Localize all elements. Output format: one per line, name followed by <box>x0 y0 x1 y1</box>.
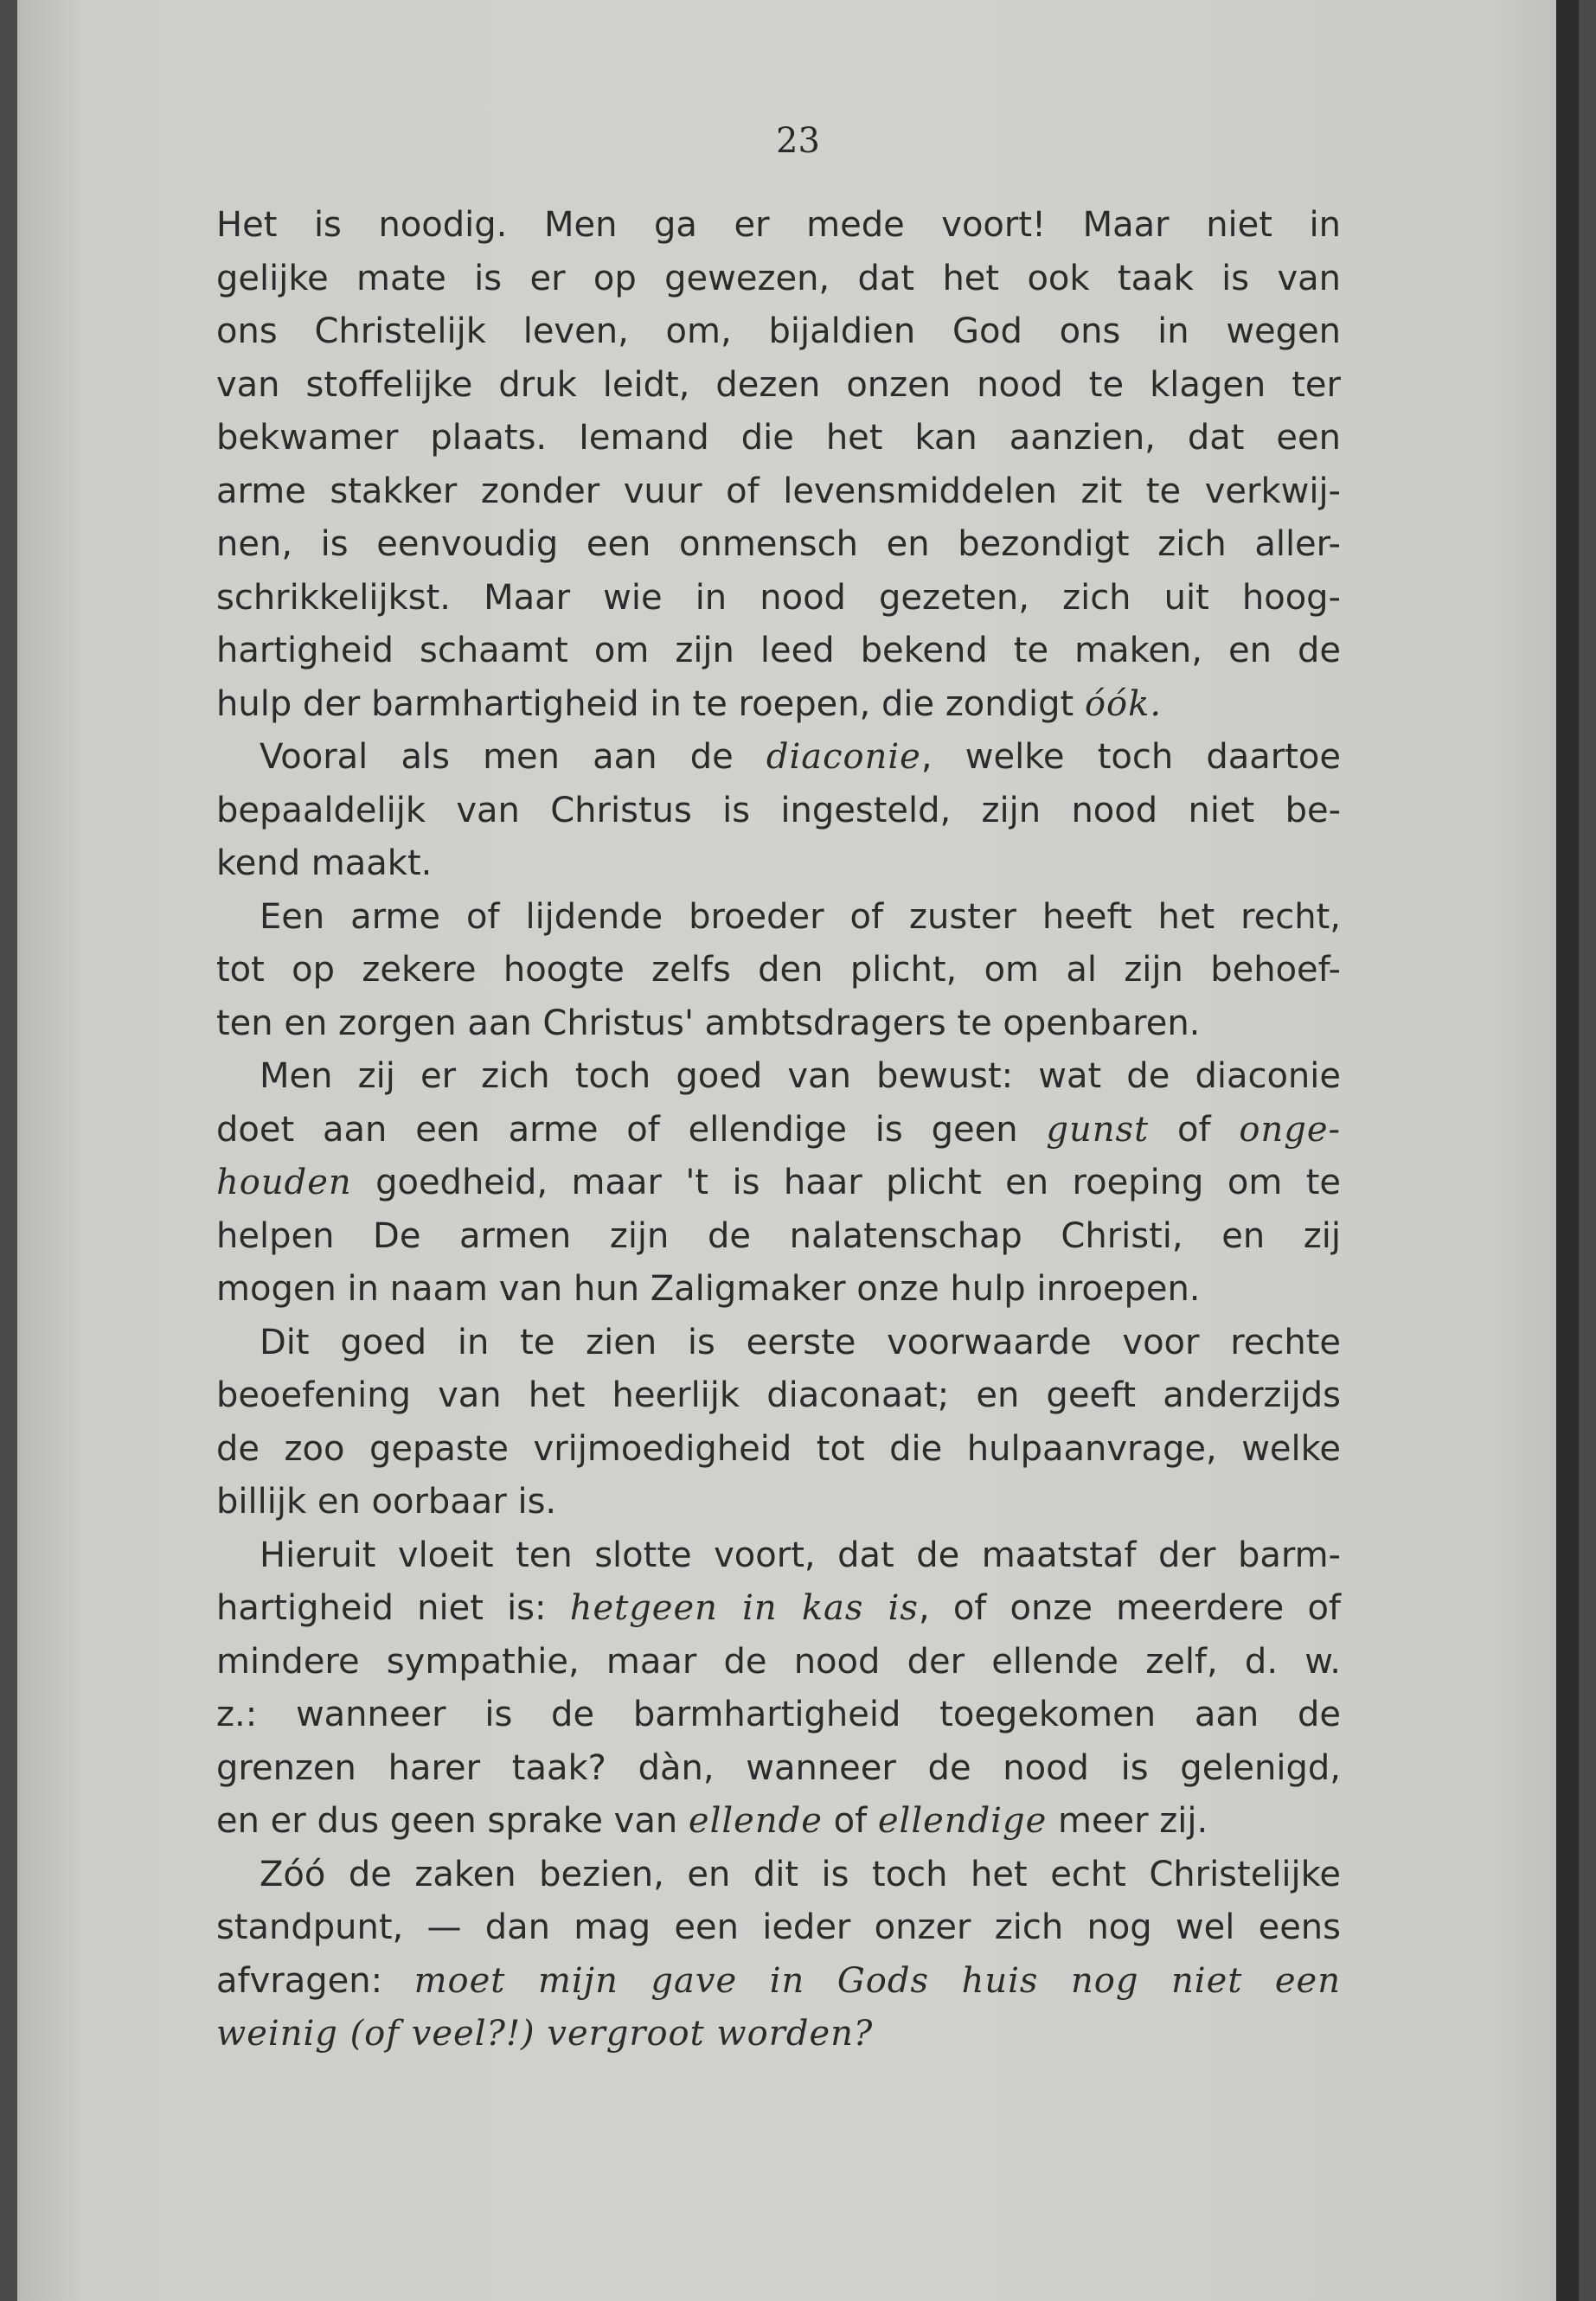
page-number: 23 <box>776 121 820 161</box>
text-span: mogen in naam van hun Zaligmaker onze hulp inroepen. <box>216 1269 1201 1309</box>
text-span: Zóó de zaken bezien, en dit is toch het echt Christelijke <box>260 1854 1341 1894</box>
text-line <box>216 1050 1341 1104</box>
text-span: of <box>822 1801 878 1841</box>
text-span: standpunt, — dan mag een ieder onzer zich nog wel eens <box>216 1907 1341 1947</box>
text-span: Een arme of lijdende broeder of zuster heeft het recht, <box>260 896 1341 937</box>
text-span: kend maakt. <box>216 843 433 883</box>
text-span: Vooral als men aan de <box>260 737 766 777</box>
text-span: meer zij. <box>1047 1801 1208 1841</box>
italic-text: ellendige <box>877 1801 1048 1841</box>
italic-text: diaconie <box>766 737 921 777</box>
text-span: ons Christelijk leven, om, bijaldien God ons in wegen <box>216 311 1341 351</box>
text-span: gelijke mate is er op gewezen, dat het ook taak is van <box>216 258 1341 298</box>
text-span: Het is noodig. Men ga er mede voort! Maar niet in <box>216 205 1341 245</box>
page-edge-shadow <box>1556 0 1579 2301</box>
text-line <box>216 1476 1341 1529</box>
text-span: z.: wanneer is de barmhartigheid toegekomen aan de <box>216 1695 1341 1734</box>
text-span: doet aan een arme of ellendige is geen <box>216 1109 1047 1150</box>
text-line <box>216 572 1341 625</box>
italic-text: hetgeen in kas is <box>569 1588 919 1628</box>
text-span: grenzen harer taak? dàn, wanneer de nood is gelenigd, <box>216 1747 1341 1788</box>
text-line <box>216 1901 1341 1955</box>
text-line <box>216 944 1341 997</box>
text-span: hartigheid niet is: <box>216 1588 570 1628</box>
text-span: van stoffelijke druk leidt, dezen onzen nood te klagen ter <box>216 364 1341 405</box>
text-line <box>216 625 1341 678</box>
text-span: hartigheid schaamt om zijn leed bekend te maken, en de <box>216 631 1341 670</box>
text-span: Hieruit vloeit ten slotte voort, dat de maatstaf der barm- <box>260 1535 1341 1575</box>
text-span: billijk en oorbaar is. <box>216 1482 557 1522</box>
text-line <box>216 2008 1341 2061</box>
book-page <box>17 0 1579 2301</box>
text-line <box>216 997 1341 1051</box>
text-line <box>216 1263 1341 1317</box>
text-line <box>216 465 1341 519</box>
text-span: helpen De armen zijn de nalatenschap Christi, en zij <box>216 1215 1341 1256</box>
text-line <box>216 1529 1341 1583</box>
text-line <box>216 1104 1341 1157</box>
text-line <box>216 678 1341 732</box>
text-line <box>216 731 1341 785</box>
text-span: , of onze meerdere of <box>918 1588 1342 1628</box>
text-line <box>216 253 1341 306</box>
text-line <box>216 1210 1341 1264</box>
text-line <box>216 1742 1341 1796</box>
text-span: bekwamer plaats. Iemand die het kan aanzien, dat een <box>216 418 1341 458</box>
text-line <box>216 1157 1341 1210</box>
text-span: en er dus geen sprake van <box>216 1801 689 1841</box>
text-line <box>216 518 1341 572</box>
text-span: Men zij er zich toch goed van bewust: wat de diaconie <box>260 1056 1341 1096</box>
text-line <box>216 199 1341 253</box>
italic-text: gunst <box>1046 1109 1150 1150</box>
text-line <box>216 305 1341 359</box>
text-line <box>216 1636 1341 1689</box>
body-text <box>216 199 1341 2061</box>
text-line <box>216 412 1341 465</box>
text-span: , welke toch daartoe <box>920 737 1341 777</box>
text-span: goedheid, maar 't is haar plicht en roeping om te <box>351 1163 1341 1202</box>
text-span: beoefening van het heerlijk diaconaat; en geeft anderzijds <box>216 1375 1341 1415</box>
text-span: nen, is eenvoudig een onmensch en bezondigt zich aller- <box>216 524 1341 564</box>
text-span: bepaaldelijk van Christus is ingesteld, zijn nood niet be- <box>216 790 1341 830</box>
text-line <box>216 1955 1341 2009</box>
text-line <box>216 1689 1341 1742</box>
text-span: Dit goed in te zien is eerste voorwaarde voor rechte <box>260 1322 1341 1362</box>
text-span: ten en zorgen aan Christus' ambtsdragers te openbaren. <box>216 1003 1201 1043</box>
italic-text: óók. <box>1084 683 1163 724</box>
text-span: afvragen: <box>216 1960 414 2001</box>
italic-text: ellende <box>688 1801 823 1841</box>
text-line <box>216 1369 1341 1423</box>
text-line <box>216 1423 1341 1477</box>
text-span: tot op zekere hoogte zelfs den plicht, om al zijn behoef- <box>216 950 1341 990</box>
text-span: schrikkelijkst. Maar wie in nood gezeten, zich uit hoog- <box>216 577 1341 618</box>
text-line <box>216 1849 1341 1902</box>
text-span: mindere sympathie, maar de nood der ellende zelf, d. w. <box>216 1641 1341 1682</box>
text-line <box>216 1317 1341 1370</box>
text-line <box>216 1582 1341 1636</box>
text-line <box>216 1795 1341 1849</box>
italic-text: houden <box>216 1163 352 1202</box>
text-line <box>216 891 1341 945</box>
italic-text: moet mijn gave in Gods huis nog niet een <box>413 1960 1341 2001</box>
text-span: arme stakker zonder vuur of levensmiddelen zit te verkwij- <box>216 471 1341 511</box>
text-line <box>216 785 1341 838</box>
text-line <box>216 359 1341 413</box>
text-span: of <box>1149 1109 1240 1150</box>
italic-text: weinig (of veel?!) vergroot worden? <box>216 2014 874 2054</box>
text-span: de zoo gepaste vrijmoedigheid tot die hulpaanvrage, welke <box>216 1428 1341 1469</box>
text-line <box>216 837 1341 891</box>
italic-text: onge- <box>1239 1109 1342 1150</box>
text-span: hulp der barmhartigheid in te roepen, die zondigt <box>216 683 1085 724</box>
